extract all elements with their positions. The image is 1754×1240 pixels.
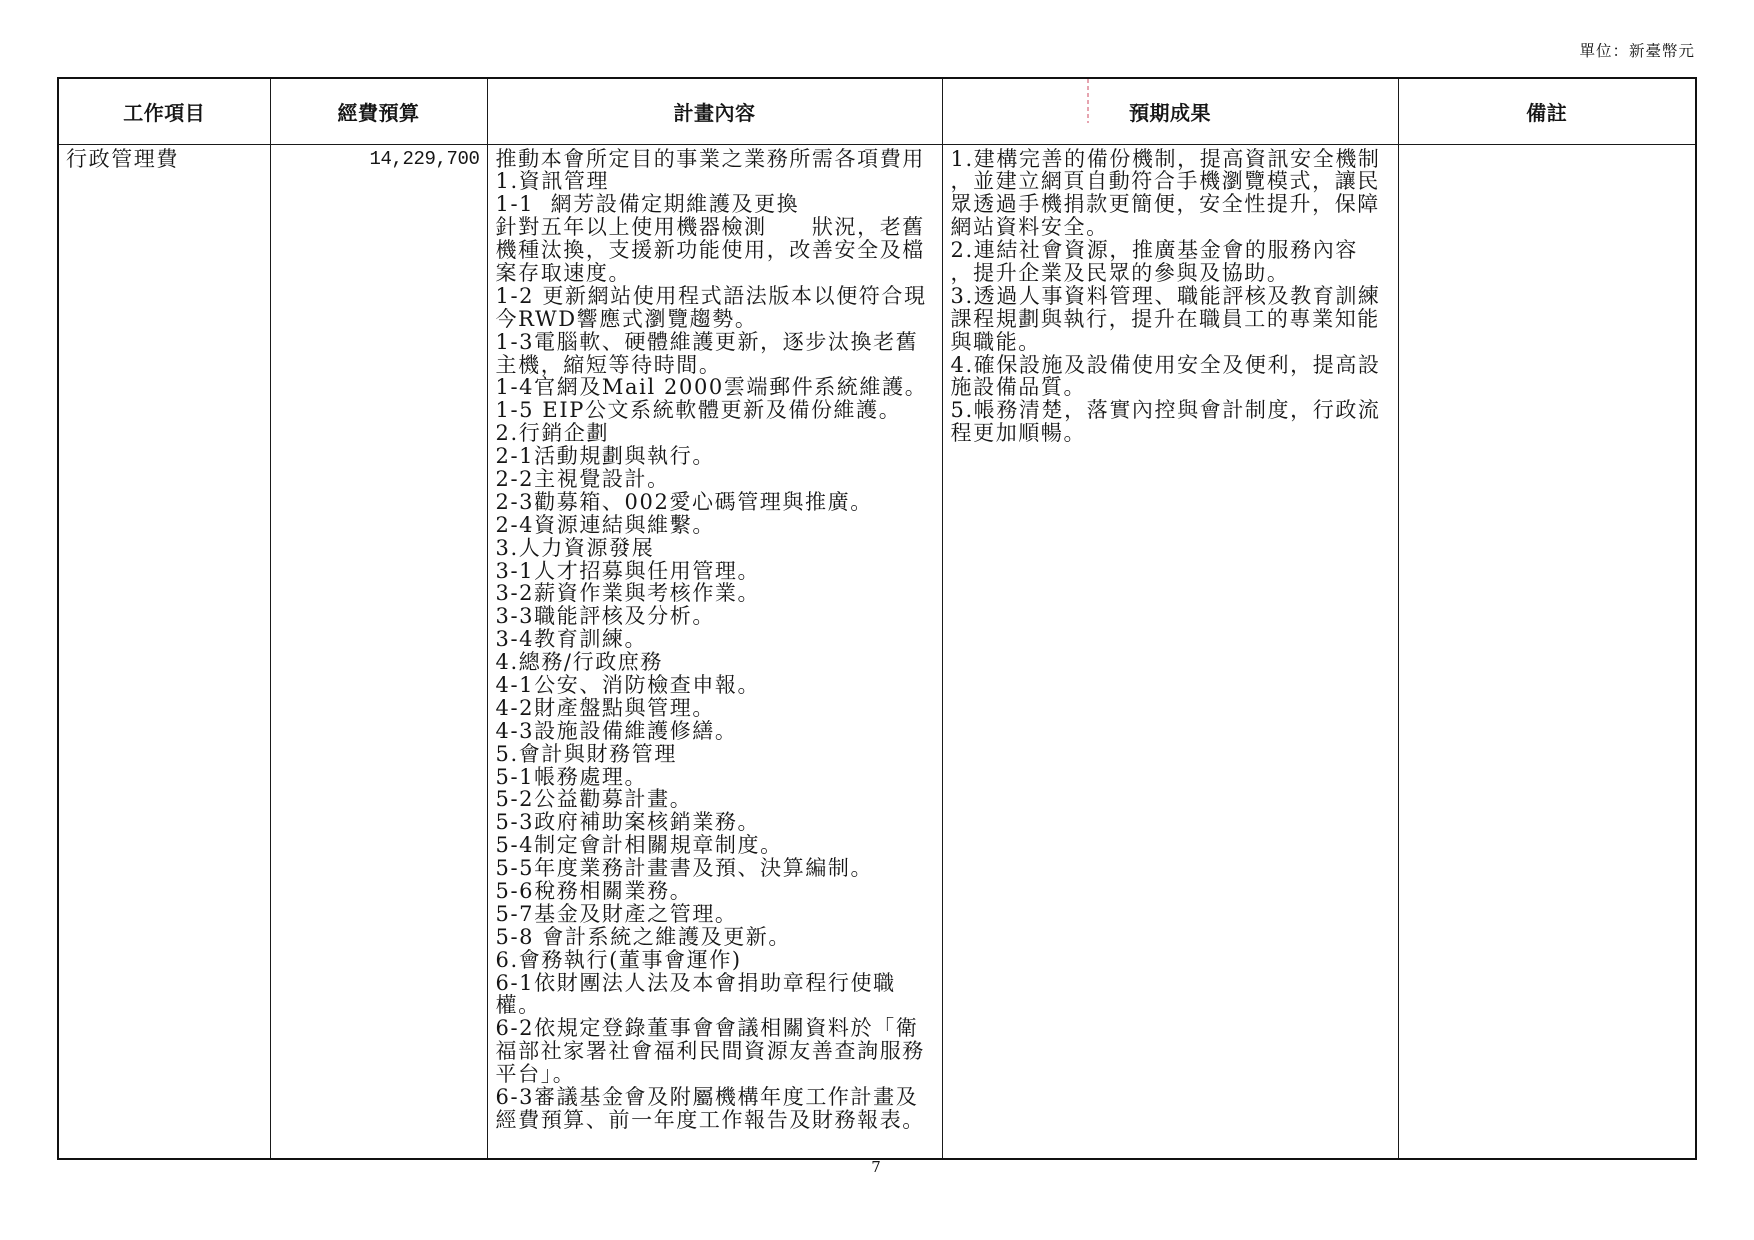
plan-line: 福部社家署社會福利民間資源友善查詢服務 bbox=[495, 1039, 925, 1064]
header-remarks: 備註 bbox=[1398, 78, 1696, 144]
currency-unit-label: 單位：新臺幣元 bbox=[1579, 42, 1695, 60]
plan-line: 推動本會所定目的事業之業務所需各項費用 bbox=[495, 146, 925, 171]
plan-line: 2-3勸募箱、002愛心碼管理與推廣。 bbox=[495, 489, 873, 514]
plan-line: 1-1 網芳設備定期維護及更換 bbox=[495, 192, 800, 217]
plan-line: 主機，縮短等待時間。 bbox=[495, 352, 722, 377]
outcome-line: 與職能。 bbox=[950, 329, 1041, 354]
page-number: 7 bbox=[871, 1158, 881, 1176]
header-plan-content: 計畫內容 bbox=[487, 78, 942, 144]
plan-line: 3-1人才招募與任用管理。 bbox=[495, 558, 761, 583]
plan-line: 權。 bbox=[495, 993, 541, 1018]
plan-line: 5-8 會計系統之維護及更新。 bbox=[495, 924, 791, 949]
plan-line: 3-4教育訓練。 bbox=[495, 627, 648, 652]
plan-line: 4-3設施設備維護修繕。 bbox=[495, 718, 738, 743]
plan-line: 機種汰換，支援新功能使用，改善安全及檔 bbox=[495, 238, 925, 263]
plan-line: 5.會計與財務管理 bbox=[495, 741, 677, 766]
plan-line: 3-2薪資作業與考核作業。 bbox=[495, 581, 761, 606]
plan-line: 4-2財產盤點與管理。 bbox=[495, 695, 715, 720]
plan-line: 2-1活動規劃與執行。 bbox=[495, 444, 715, 469]
plan-line: 1-5 EIP公文系統軟體更新及備份維護。 bbox=[495, 398, 902, 423]
plan-line: 5-7基金及財產之管理。 bbox=[495, 901, 738, 926]
plan-line: 5-5年度業務計畫書及預、決算編制。 bbox=[495, 856, 874, 881]
plan-line: 1.資訊管理 bbox=[495, 169, 610, 194]
plan-line: 2-4資源連結與維繫。 bbox=[495, 512, 715, 537]
outcome-line: 5.帳務清楚，落實內控與會計制度，行政流 bbox=[950, 398, 1381, 423]
plan-content-cell bbox=[487, 144, 942, 1159]
table-row bbox=[58, 144, 1696, 1159]
outcome-line: 施設備品質。 bbox=[950, 375, 1087, 400]
plan-line: 今RWD響應式瀏覽趨勢。 bbox=[495, 306, 758, 331]
outcome-line: 程更加順暢。 bbox=[950, 421, 1087, 446]
plan-line: 1-3電腦軟、硬體維護更新，逐步汰換老舊 bbox=[495, 329, 919, 354]
budget-table bbox=[57, 77, 1697, 1160]
plan-line: 6-1依財團法人法及本會捐助章程行使職 bbox=[495, 970, 896, 995]
plan-line: 3-3職能評核及分析。 bbox=[495, 604, 715, 629]
plan-line: 案存取速度。 bbox=[495, 260, 632, 285]
plan-line: 5-4制定會計相關規章制度。 bbox=[495, 833, 783, 858]
remarks-cell bbox=[1398, 144, 1696, 1159]
plan-line: 2.行銷企劃 bbox=[495, 421, 610, 446]
plan-line: 4.總務/行政庶務 bbox=[495, 650, 664, 675]
plan-line: 6-3審議基金會及附屬機構年度工作計畫及 bbox=[495, 1085, 919, 1110]
header-budget: 經費預算 bbox=[270, 78, 487, 144]
plan-line: 4-1公安、消防檢查申報。 bbox=[495, 672, 761, 697]
plan-line: 5-3政府補助案核銷業務。 bbox=[495, 810, 761, 835]
expected-outcome-cell bbox=[942, 144, 1398, 1159]
plan-line: 2-2主視覺設計。 bbox=[495, 466, 670, 491]
plan-line: 平台」。 bbox=[495, 1062, 576, 1087]
outcome-line: ，並建立網頁自動符合手機瀏覽模式，讓民 bbox=[950, 169, 1380, 194]
plan-line: 5-6稅務相關業務。 bbox=[495, 879, 693, 903]
plan-line: 經費預算、前一年度工作報告及財務報表。 bbox=[495, 1107, 925, 1132]
plan-line: 5-2公益勸募計畫。 bbox=[495, 787, 693, 812]
scan-artifact-mark bbox=[1087, 79, 1089, 123]
outcome-line: ，提升企業及民眾的參與及協助。 bbox=[950, 260, 1290, 285]
table-header-row bbox=[58, 78, 1696, 144]
work-item-cell bbox=[58, 144, 270, 1159]
outcome-line: 2.連結社會資源，推廣基金會的服務內容 bbox=[950, 238, 1358, 263]
budget-cell bbox=[270, 144, 487, 1159]
plan-line: 1-2 更新網站使用程式語法版本以便符合現 bbox=[495, 283, 927, 308]
header-expected-outcome: 預期成果 bbox=[942, 78, 1398, 144]
plan-line: 5-1帳務處理。 bbox=[495, 764, 648, 789]
plan-line: 針對五年以上使用機器檢測 狀況，老舊 bbox=[495, 215, 925, 240]
outcome-line: 3.透過人事資料管理、職能評核及教育訓練 bbox=[950, 283, 1381, 308]
plan-line: 3.人力資源發展 bbox=[495, 535, 655, 560]
work-item-name: 行政管理費 bbox=[66, 146, 179, 171]
outcome-line: 1.建構完善的備份機制，提高資訊安全機制 bbox=[950, 146, 1381, 171]
plan-line: 1-4官網及Mail 2000雲端郵件系統維護。 bbox=[495, 375, 928, 400]
outcome-line: 眾透過手機捐款更簡便，安全性提升，保障 bbox=[950, 192, 1380, 217]
outcome-line: 網站資料安全。 bbox=[950, 215, 1109, 240]
plan-line: 6-2依規定登錄董事會會議相關資料於「衛 bbox=[495, 1016, 919, 1041]
outcome-line: 4.確保設施及設備使用安全及便利，提高設 bbox=[950, 352, 1381, 377]
outcome-line: 課程規劃與執行，提升在職員工的專業知能 bbox=[950, 306, 1380, 331]
plan-line: 6.會務執行(董事會運作) bbox=[495, 947, 742, 972]
header-work-item: 工作項目 bbox=[58, 78, 270, 144]
budget-amount: 14,229,700 bbox=[369, 147, 480, 170]
